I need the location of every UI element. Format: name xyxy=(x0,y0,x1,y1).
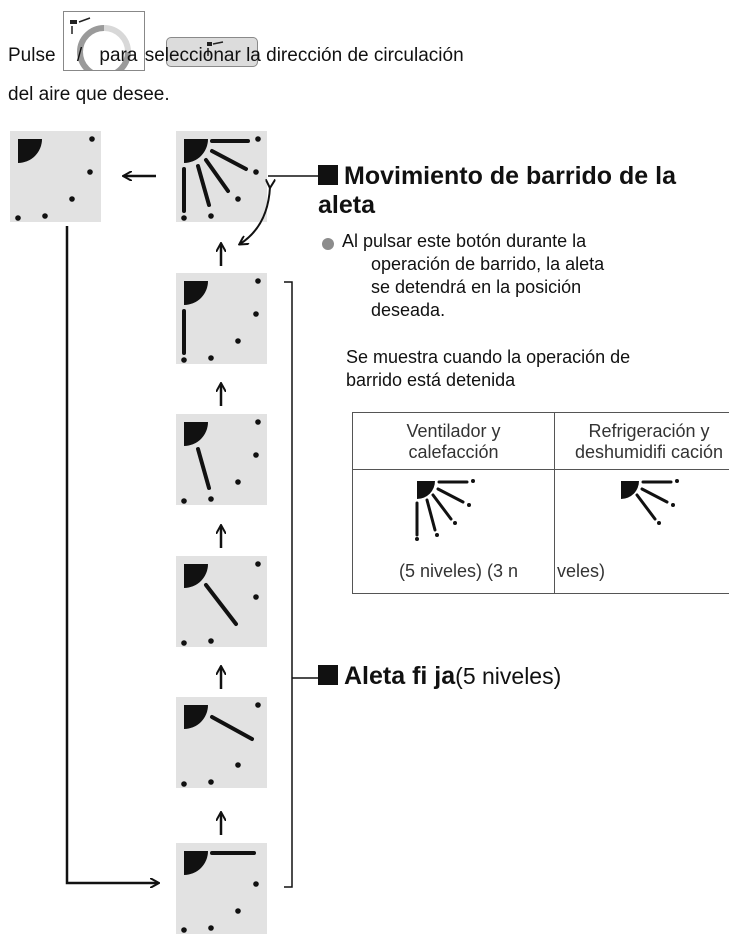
square-bullet-icon xyxy=(318,665,338,685)
swing-heading-line2: aleta xyxy=(318,191,375,219)
header-line: Ventilador y xyxy=(406,421,501,441)
vane-panel-swing xyxy=(176,131,267,222)
shown-line: barrido está detenida xyxy=(346,370,516,390)
mode-table xyxy=(352,412,729,594)
fan-heat-levels: (5 niveles) (3 n xyxy=(399,561,519,581)
instruction-line-2: del aire que desee. xyxy=(8,84,170,105)
swing-note-line: operación de barrido, la aleta xyxy=(371,254,605,274)
instruction-select-word: seleccionar xyxy=(144,45,241,66)
header-cool-dry xyxy=(549,421,729,463)
fixed-vane-label xyxy=(318,662,561,691)
fixed-label-levels: (5 niveles) xyxy=(455,663,562,689)
fan-heat-vane-icon xyxy=(411,475,491,545)
swing-note-line: Al pulsar este botón durante la xyxy=(342,231,587,251)
fixed-label-bold: Aleta fi ja xyxy=(344,662,456,690)
swing-heading xyxy=(318,161,676,191)
header-line: Refrigeración y xyxy=(588,421,710,441)
instruction-line-1 xyxy=(8,44,464,68)
instruction-pulse: Pulse xyxy=(8,45,56,66)
swing-note-line: se detendrá en la posición xyxy=(371,277,582,297)
vane-panel-position-4 xyxy=(176,414,267,505)
shown-line: Se muestra cuando la operación de xyxy=(346,347,631,367)
swing-note-line: deseada. xyxy=(371,300,446,320)
instruction-para: para xyxy=(99,45,138,66)
return-arrow xyxy=(67,226,158,883)
swing-heading-line1: Movimiento de barrido de la xyxy=(344,162,676,190)
cool-dry-vane-icon xyxy=(615,475,685,530)
square-bullet-icon xyxy=(318,165,338,185)
vane-panel-position-5 xyxy=(176,273,267,364)
vane-panel-position-2 xyxy=(176,697,267,788)
round-bullet-icon xyxy=(322,238,334,250)
instruction-slash: / xyxy=(76,45,83,66)
shown-when-stopped-text xyxy=(346,346,630,392)
vane-panel-home xyxy=(10,131,101,222)
swing-note xyxy=(342,230,604,322)
header-line: deshumidifi cación xyxy=(574,442,724,462)
instruction-rest: la dirección de circulación xyxy=(246,45,464,66)
header-line: calefacción xyxy=(408,442,499,462)
fixed-bracket xyxy=(284,282,292,887)
vane-panel-position-1 xyxy=(176,843,267,934)
vane-panel-position-3 xyxy=(176,556,267,647)
cool-dry-levels: veles) xyxy=(557,561,606,581)
header-fan-heat xyxy=(353,421,554,463)
